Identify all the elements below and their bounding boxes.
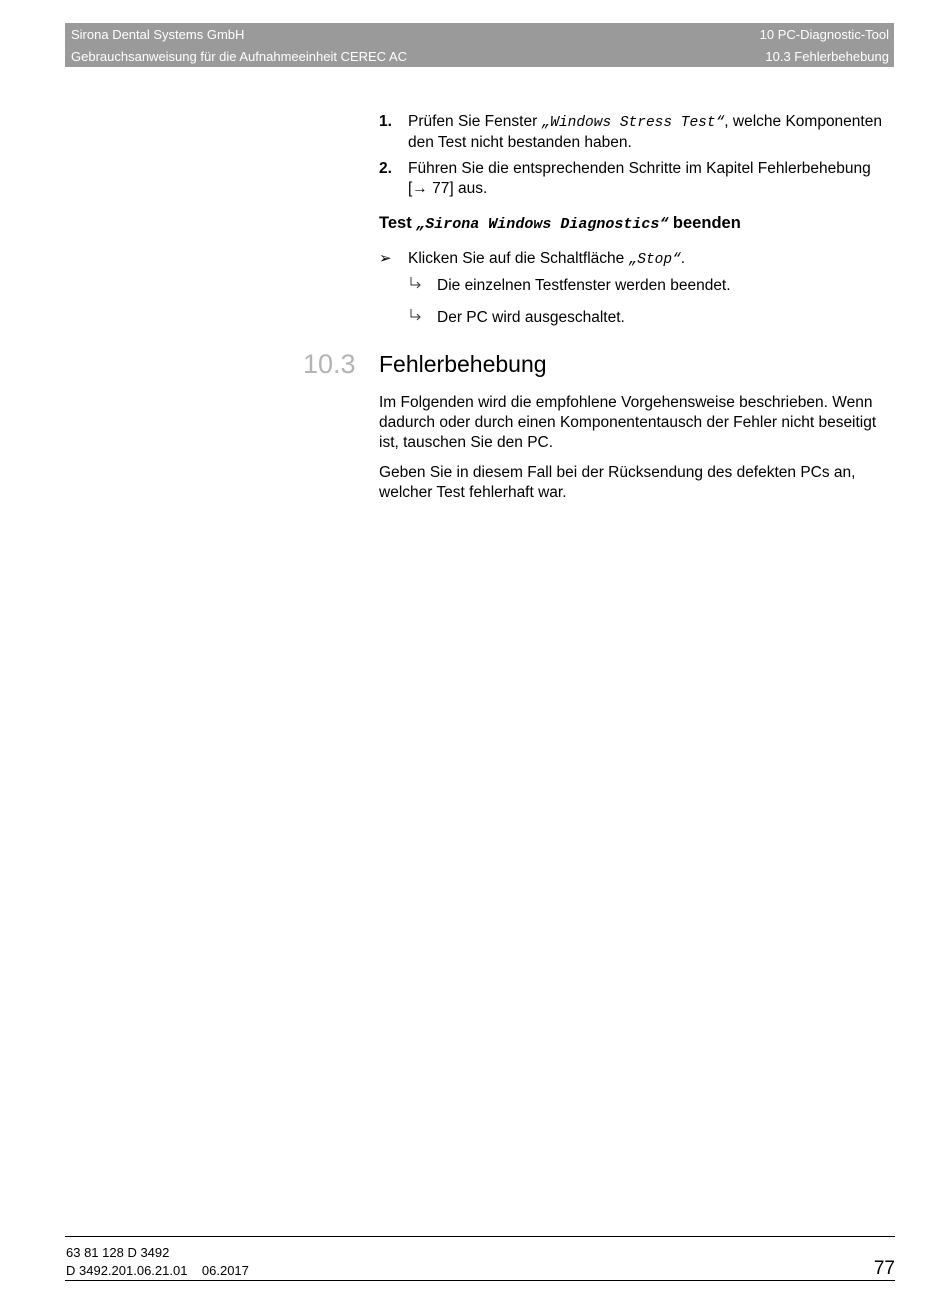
section-number: 10.3 [303,349,356,379]
footer-doc-id: D 3492.201.06.21.01 [66,1263,188,1278]
header-manual: Gebrauchsanweisung für die Aufnahmeeinheit CEREC AC [71,49,408,64]
header-section: 10.3 Fehlerbehebung [765,49,889,64]
page-header [65,23,894,67]
window-name: „Windows Stress Test“ [541,115,725,131]
step-text-pre: Prüfen Sie Fenster [408,113,542,130]
step-1 [379,112,894,153]
result-text: Der PC wird ausgeschaltet. [437,309,625,326]
action-text-post: . [680,250,686,267]
section-title: Fehlerbehebung [379,351,547,377]
footer-bottom-rule [65,1280,895,1281]
arrow-icon: ➢ [379,250,392,267]
header-company: Sirona Dental Systems GmbH [71,27,245,42]
step-2 [379,159,894,199]
action-text-pre: Klicken Sie auf die Schaltfläche [408,250,629,267]
result-text: Die einzelnen Testfenster werden beendet. [437,277,731,294]
result-arrow-icon [408,308,422,328]
procedure-content [379,112,894,340]
footer-top-rule [65,1236,895,1237]
subheading-pre: Test [379,214,417,232]
section-body [379,393,894,513]
step-number: 2. [379,160,392,177]
result-arrow-icon [408,276,422,296]
step-text: Führen Sie die entsprechenden Schritte im Kapitel Fehlerbehebung [→ 77] aus. [408,160,871,197]
action-step [379,249,894,270]
footer-doc-info [66,1263,249,1279]
paragraph: Im Folgenden wird die empfohlene Vorgehensweise beschrieben. Wenn dadurch oder durch einen Komponententausch der Fehler nicht beseitigt ist, tauschen Sie den PC. [379,394,877,451]
page-number: 77 [873,1258,895,1279]
step-number: 1. [379,113,392,130]
paragraph: Geben Sie in diesem Fall bei der Rücksendung des defekten PCs an, welcher Test fehlerhaft war. [379,464,856,501]
footer-order-no: 63 81 128 D 3492 [66,1245,170,1260]
result-2 [379,308,894,328]
subheading-post: beenden [668,214,741,232]
button-name: „Stop“ [628,252,681,268]
result-1 [379,276,894,296]
step-text-post: , welche Komponenten den Test nicht bestanden haben. [408,113,882,151]
header-chapter: 10 PC-Diagnostic-Tool [759,27,889,42]
footer-date: 06.2017 [201,1263,249,1278]
subheading [379,213,894,235]
program-name: „Sirona Windows Diagnostics“ [416,216,669,233]
